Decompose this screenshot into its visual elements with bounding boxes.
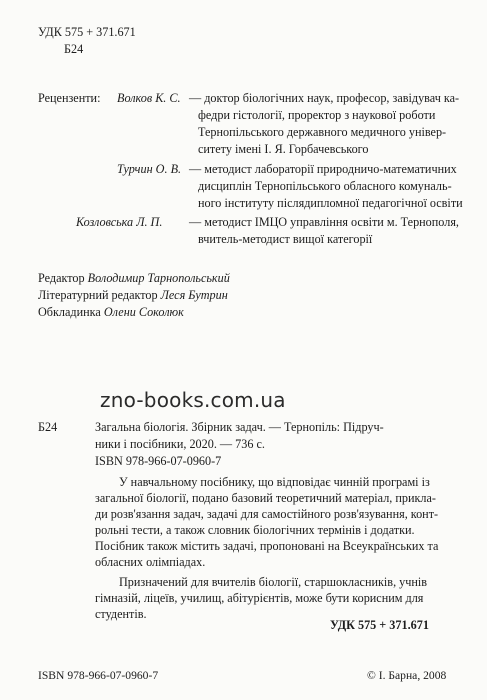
- copyright: © І. Барна, 2008: [367, 669, 447, 682]
- udk-bottom: УДК 575 + 371.671: [330, 618, 429, 632]
- credit-editor: [38, 271, 230, 286]
- credit-name: Олени Соколюк: [103, 305, 184, 319]
- biblio-line: Загальна біологія. Збірник задач. — Тернопіль: Підруч-: [95, 420, 384, 434]
- credit-role: Редактор: [38, 271, 85, 285]
- annotation-line: Призначений для вчителів біології, старшокласників, учнів: [119, 575, 428, 589]
- annotation-line: У навчальному посібнику, що відповідає чинній програмі із: [119, 475, 430, 489]
- reviewer-line: ного інституту післядипломної педагогічної освіти: [198, 196, 463, 210]
- reviewers-label: Рецензенти:: [38, 91, 101, 105]
- reviewer-line: ситету імені І. Я. Горбачевського: [198, 142, 369, 156]
- credit-cover: [38, 305, 184, 320]
- biblio-isbn: ISBN 978-966-07-0960-7: [95, 454, 222, 468]
- reviewer-line: дисциплін Тернопільського обласного комуналь-: [198, 179, 452, 193]
- reviewer-name: Турчин О. В.: [117, 162, 182, 176]
- credit-name: Леся Бутрин: [160, 288, 228, 302]
- annotation-line: загальної біології, подано базовий теоретичний матеріал, прикла-: [95, 491, 436, 505]
- annotation-line: гімназій, ліцеїв, училищ, абітурієнтів, може бути корисним для: [95, 591, 424, 605]
- credit-role: Літературний редактор: [38, 288, 158, 302]
- reviewer-name: Волков К. С.: [117, 91, 181, 105]
- reviewer-line: федри гістології, проректор з наукової роботи: [198, 108, 436, 122]
- reviewer-line: Тернопільського державного медичного універ-: [198, 125, 447, 139]
- biblio-line: ники і посібники, 2020. — 736 с.: [95, 437, 265, 451]
- credit-role: Обкладинка: [38, 305, 101, 319]
- biblio-index: Б24: [38, 420, 58, 434]
- annotation-line: ди розв'язання задач, задачі для самостійного розв'язування, конт-: [95, 507, 439, 521]
- reviewer-name: Козловська Л. П.: [76, 215, 163, 229]
- isbn-footer: ISBN 978-966-07-0960-7: [38, 669, 159, 682]
- annotation-line: обласних олімпіадах.: [95, 555, 206, 569]
- udk-top: УДК 575 + 371.671: [38, 25, 136, 39]
- index-top: Б24: [64, 42, 84, 56]
- reviewer-line: — методист ІМЦО управління освіти м. Тернополя,: [189, 215, 459, 229]
- credit-name: Володимир Тарнопольський: [87, 271, 230, 285]
- reviewer-line: — методист лабораторії природничо-математичних: [189, 162, 457, 176]
- annotation-line: рольні тести, а також словник біологічних термінів і додатки.: [95, 523, 415, 537]
- reviewer-line: вчитель-методист вищої категорії: [198, 232, 373, 246]
- watermark: zno-books.com.ua: [100, 388, 286, 412]
- annotation-line: студентів.: [95, 607, 147, 621]
- reviewer-line: — доктор біологічних наук, професор, завідувач ка-: [189, 91, 460, 105]
- annotation-line: Посібник також містить задачі, пропоновані на Всеукраїнських та: [95, 539, 439, 553]
- credit-literary-editor: [38, 288, 228, 303]
